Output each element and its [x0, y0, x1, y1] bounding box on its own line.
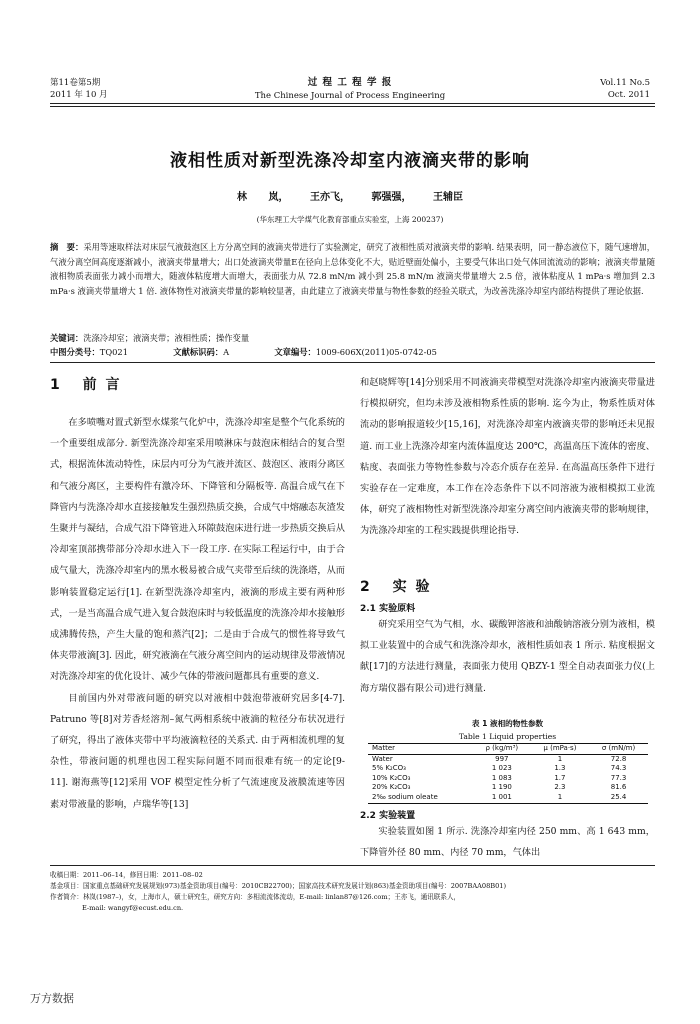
table-cell: 5% K₂CO₃	[372, 764, 406, 773]
keywords-text: 洗涤冷却室；液滴夹带；液相性质；操作变量	[83, 333, 250, 343]
subsection-2-1-text	[360, 614, 655, 699]
footnote-author-bio: 作者简介：林岚(1987–)，女，上海市人，硕士研究生，研究方向：多相流流体流动，E-mail: linlan87@126.com；王亦飞，通讯联系人，	[50, 893, 461, 901]
paragraph: 在多喷嘴对置式新型水煤浆气化炉中，洗涤冷却室是整个气化系统的一个重要组成部分. 新型洗涤冷却室采用喷淋床与鼓泡床相结合的复合型式，根据流体流动特性，床层内可分为气液并流区、鼓泡区、液雨分离区和气液分离区，主要构件有激冷环、下降管和分隔板等. 高温合成气在下降管内与洗涤冷却水直接接触发生强烈热质交换，合成气中熔融态灰渣发生聚并与凝结，合成气沿下降管进入环隙鼓泡床进行进一步热质交换后从冷却室顶部携带部分冷却水进入下一段工序. 在实际工程运行中，由于合成气量大，洗涤冷却室内的黑水极易被合成气夹带至后续的洗涤塔，从而影响装置稳定运行[1]. 在新型洗涤冷却室内，液滴的形成主要有两种形式，一是当高温合成气进入复合鼓泡床时与较低温度的洗涤冷却水接触形成沸腾传热，产生大量的饱和蒸汽[2]；二是由于合成气的惯性将导致气体夹带液滴[3]. 因此，研究液滴在气液分离空间内的运动规律及带液情况对洗涤冷却室的优化设计、减少气体的带液问题都具有重要的意义.	[50, 417, 345, 683]
table-cell: 1.3	[554, 764, 566, 773]
header-date-cn: 2011 年 10 月	[50, 90, 108, 100]
table-cell: 72.8	[610, 754, 627, 763]
section-2-number: 2	[360, 579, 372, 595]
abstract-text: 采用等速取样法对床层气液鼓泡区上方分离空间的液滴夹带进行了实验测定，研究了液相性质对液滴夹带的影响. 结果表明，同一静态液位下，随气速增加，气液分离空间高度逐渐减小，液滴夹带量增大；出口处液滴夹带量E在径向上总体变化不大，贴近壁面处偏小，主要受气体出口处气体回流流动的影响；液滴夹带量随液相物质表面张力减小而增大，随液体粘度增大而增大，表面张力从 72.8 mN/m 减小到 25.8 mN/m 液滴夹带量增大 2.5 倍，液体粘度从 1 mPa·s 增加到 2.3 mPa·s 液滴夹带量增大 1 倍. 液体物性对液滴夹带量的影响较显著，由此建立了液滴夹带量与物性参数的经验关联式，为改善洗涤冷却室内部结构提供了理论依据.	[50, 242, 655, 296]
section-2-heading	[360, 576, 432, 596]
subsection-2-2-heading: 2.2 实验装置	[360, 811, 416, 821]
table-cell: 25.4	[589, 793, 648, 803]
table-1-caption-cn: 表 1 液相的物性参数	[471, 719, 544, 728]
header-date-en: Oct. 2011	[607, 90, 650, 100]
affiliation: (华东理工大学煤气化教育部重点实验室，上海 200237)	[256, 215, 444, 224]
table-1-caption-en: Table 1 Liquid properties	[458, 732, 557, 741]
abstract-label: 摘 要：	[50, 242, 84, 252]
table-row	[368, 793, 648, 803]
article-number-label: 文章编号：	[274, 347, 316, 357]
table-cell: 81.6	[610, 783, 627, 792]
table-header-cell: μ (mPa·s)	[531, 744, 589, 755]
keywords-label: 关键词：	[50, 333, 84, 343]
subsection-2-2-text	[360, 821, 655, 863]
keywords	[50, 331, 655, 345]
classification-line	[50, 345, 655, 359]
table-row	[368, 783, 648, 793]
table-cell: 1 190	[491, 783, 512, 792]
subsection-2-1-heading: 2.1 实验原料	[360, 604, 416, 614]
table-header-cell: ρ (kg/m³)	[473, 744, 531, 755]
section-1-number: 1	[50, 377, 62, 393]
table-row	[368, 754, 648, 764]
section-1-title: 前 言	[82, 377, 122, 393]
doc-code-value: A	[223, 347, 230, 357]
table-row	[368, 764, 648, 774]
header-rule-thin	[50, 106, 655, 107]
header-volume-cn: 第11卷第5期	[50, 78, 101, 88]
left-column-text	[50, 412, 345, 815]
table-1	[368, 743, 648, 804]
table-cell: 1 001	[473, 793, 531, 803]
table-header-row	[368, 744, 648, 755]
clc-value: TQ021	[99, 347, 128, 357]
header-journal-cn: 过 程 工 程 学 报	[307, 77, 393, 88]
clc-label: 中图分类号：	[50, 347, 100, 357]
header-volume-en: Vol.11 No.5	[600, 78, 650, 88]
table-cell: 74.3	[610, 764, 627, 773]
table-header-cell: σ (mN/m)	[589, 744, 648, 755]
table-cell: 10% K₂CO₃	[372, 773, 411, 782]
paragraph: 和赵晓辉等[14]分别采用不同液滴夹带模型对洗涤冷却室内液滴夹带量进行模拟研究，但均未涉及液相物系性质的影响. 迄今为止，物系性质对体流动的影响报道较少[15,16]，对洗涤冷却室内液滴夹带的影响还未见报道. 而工业上洗涤冷却室内流体温度达 200℃，高温高压下流体的密度、粘度、表面张力等物性参数与冷态介质存在差异. 在高温高压条件下进行实验存在一定难度，本工作在冷态条件下以不同溶液为液相模拟工业流体，研究了液相物性对新型洗涤冷却室分离空间内液滴夹带的影响规律，为洗涤冷却室的工程实践提供理论指导.	[360, 377, 655, 537]
article-number-value: 1009-606X(2011)05-0742-05	[315, 347, 437, 357]
footnote-funding: 基金项目：国家重点基础研究发展规划(973)基金资助项目(编号：2010CB22700)；国家高技术研究发展计划(863)基金资助项目(编号：2007BAA08B01)	[50, 882, 507, 890]
section-1-heading	[50, 374, 122, 394]
header-rule	[50, 103, 655, 104]
abstract	[50, 240, 655, 298]
paragraph: 研究采用空气为气相，水、碳酸钾溶液和油酸钠溶液分别为液相，模拟工业装置中的合成气和洗涤冷却水，液相性质如表 1 所示. 粘度根据文献[17]的方法进行测量，表面张力使用 QBZY-1 型全自动表面张力仪(上海方瑞仪器有限公司)进行测量.	[360, 619, 655, 694]
section-2-title: 实 验	[392, 579, 432, 595]
footnote-email: E-mail: wangyf@ecust.edu.cn.	[82, 904, 184, 912]
table-cell: 1	[557, 754, 563, 763]
table-cell: 1 023	[491, 764, 512, 773]
table-cell: 2.3	[554, 783, 566, 792]
right-column-text-top	[360, 372, 655, 542]
watermark: 万方数据	[30, 992, 74, 1005]
authors: 林 岚， 王亦飞， 郭强强， 王辅臣	[237, 192, 463, 203]
table-row	[368, 774, 648, 784]
footnote-rule	[50, 865, 655, 866]
paragraph: 目前国内外对带液问题的研究以对液相中鼓泡带液研究居多[4-7]. Patruno 等[8]对芳香烃溶剂–氮气两相系统中液滴的粒径分布状况进行了研究，得出了液体夹带中平均液滴粒径的关系式. 由于两相流机理的复杂性，带液问题的机理也因工程实际问题不同而很难有统一的定论[9-11]. 谢海燕等[12]采用 VOF 模型定性分析了气流速度及液膜流速等因素对带液量的影响，卢瑞华等[13]	[50, 692, 345, 810]
table-cell: 2‰ sodium oleate	[368, 793, 473, 803]
table-header-cell: Matter	[368, 744, 473, 755]
table-cell: 77.3	[610, 773, 627, 782]
table-cell: 1.7	[554, 773, 566, 782]
table-cell: 997	[495, 754, 509, 763]
table-cell: 1 083	[491, 773, 512, 782]
paragraph: 实验装置如图 1 所示. 洗涤冷却室内径 250 mm、高 1 643 mm，下降管外径 80 mm、内径 70 mm，气体出	[360, 826, 655, 859]
table-cell: 20% K₂CO₃	[372, 783, 411, 792]
doc-code-label: 文献标识码：	[173, 347, 224, 357]
abstract-rule	[50, 362, 655, 363]
header-journal-en: The Chinese Journal of Process Engineering	[254, 91, 446, 101]
footnote-dates: 收稿日期：2011–06–14，修回日期：2011–08–02	[50, 871, 203, 879]
table-cell: 1	[531, 793, 589, 803]
article-title: 液相性质对新型洗涤冷却室内液滴夹带的影响	[170, 151, 530, 171]
table-cell: Water	[372, 754, 393, 763]
